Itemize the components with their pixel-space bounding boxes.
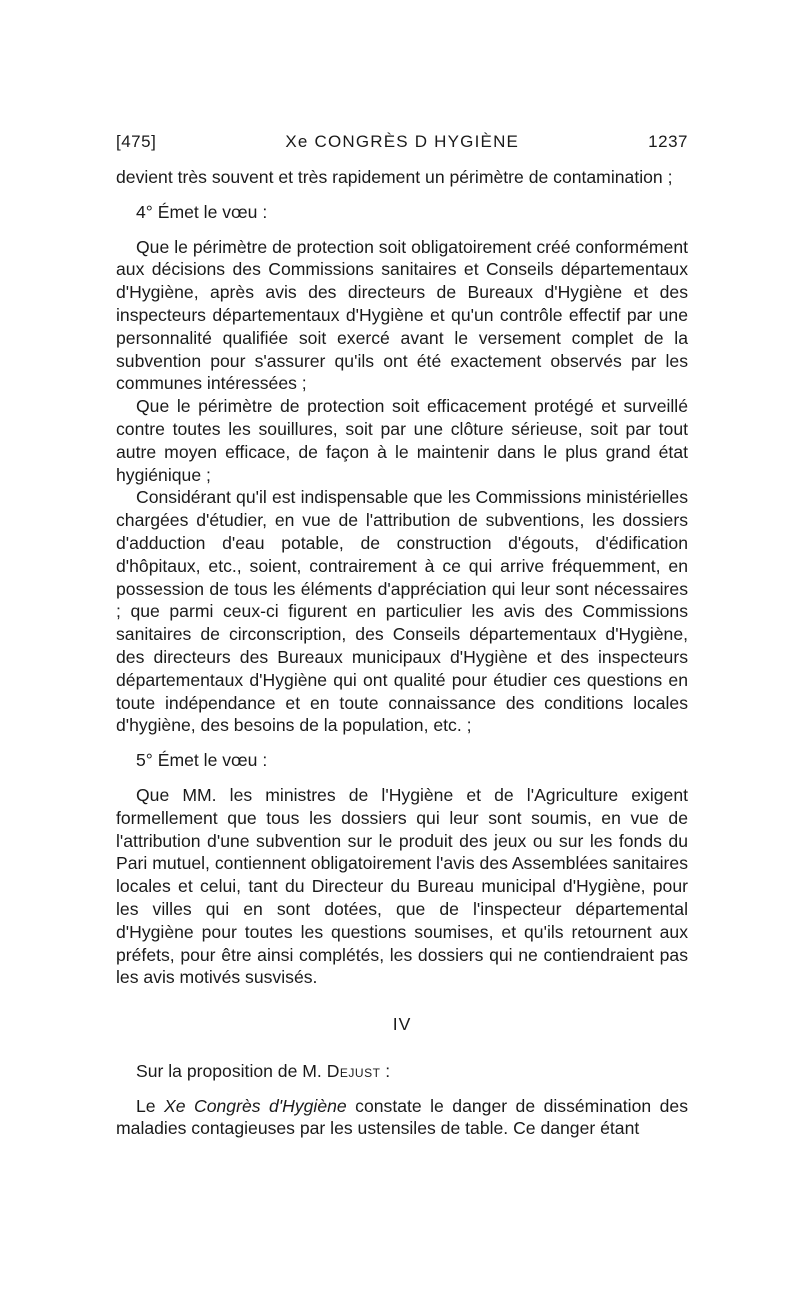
- paragraph-considerant: Considérant qu'il est indispensable que les Commissions ministérielles chargées d'étudier, en vue de l'attribution de subventions, les dossiers d'adduction d'eau potable, de construction d'égouts, d'édification d'hôpitaux, etc., soient, contrairement à ce qui arrive fréquemment, en possession de tous les éléments d'appréciation qui leur sont nécessaires ; que parmi ceux-ci figurent en particulier les avis des Commissions sanitaires de circonscription, des Conseils départementaux d'Hygiène, des directeurs des Bureaux municipaux d'Hygiène et des inspecteurs départementaux d'Hygiène qui ont qualité pour étudier ces questions en toute indépendance et en toute connaissance des conditions locales d'hygiène, des besoins de la population, etc. ;: [116, 487, 688, 736]
- header-bracket-number: [475]: [116, 132, 157, 151]
- proposer-name: Dejust: [326, 1060, 381, 1081]
- section-intro-prefix: Sur la proposition de M.: [136, 1060, 327, 1081]
- header-title: Xe CONGRÈS D HYGIÈNE: [285, 132, 520, 151]
- paragraph-ministers: Que MM. les ministres de l'Hygiène et de l'Agriculture exigent formellement que tous les dossiers qui leur sont soumis, en vue de l'attribution d'une subvention sur le produit des jeux ou sur les fonds du Pari mutuel, contiennent obligatoirement l'avis des Assemblées sanitaires locales et celui, tant du Directeur du Bureau municipal d'Hygiène, pour les villes qui en sont dotées, que de l'inspecteur départemental d'Hygiène pour toutes les questions soumises, et qu'ils retournent aux préfets, pour être ainsi complétés, les dossiers qui ne contiendraient pas les avis motivés susvisés.: [116, 784, 688, 988]
- paragraph-perimeter-surveillance: Que le périmètre de protection soit efficacement protégé et surveillé contre toutes les souillures, soit par une clôture sérieuse, soit par tout autre moyen efficace, de façon à le maintenir dans le plus grand état hygiénique ;: [116, 396, 688, 485]
- section-number: IV: [392, 1014, 412, 1035]
- page-number: 1237: [648, 132, 688, 151]
- paragraph-protection-perimeter: Que le périmètre de protection soit obligatoirement créé conformément aux décisions des Commissions sanitaires et Conseils départementaux d'Hygiène, après avis des directeurs de Bureaux d'Hygiène et des inspecteurs départementaux d'Hygiène et qu'un contrôle effectif par une personnalité qualifiée soit exercé avant le versement complet de la subvention pour s'assurer qu'ils ont été exactement observés par les communes intéressées ;: [116, 236, 688, 394]
- body-text: [116, 166, 688, 1140]
- document-page: [116, 132, 688, 1140]
- resolution-heading-4: 4° Émet le vœu :: [136, 201, 268, 222]
- running-header: [116, 132, 688, 152]
- congress-name: Xe Congrès d'Hygiène: [164, 1095, 347, 1116]
- section-text-prefix: Le: [136, 1095, 165, 1116]
- section-intro: [116, 1060, 688, 1083]
- section-text: [116, 1095, 688, 1141]
- resolution-heading-5: 5° Émet le vœu :: [136, 750, 268, 771]
- section-text-suffix: constate le danger de dissémination des maladies contagieuses par les ustensiles de table. Ce danger étant: [116, 1095, 688, 1139]
- section-intro-suffix: :: [380, 1060, 391, 1081]
- paragraph-continuation: devient très souvent et très rapidement un périmètre de contamination ;: [116, 167, 673, 187]
